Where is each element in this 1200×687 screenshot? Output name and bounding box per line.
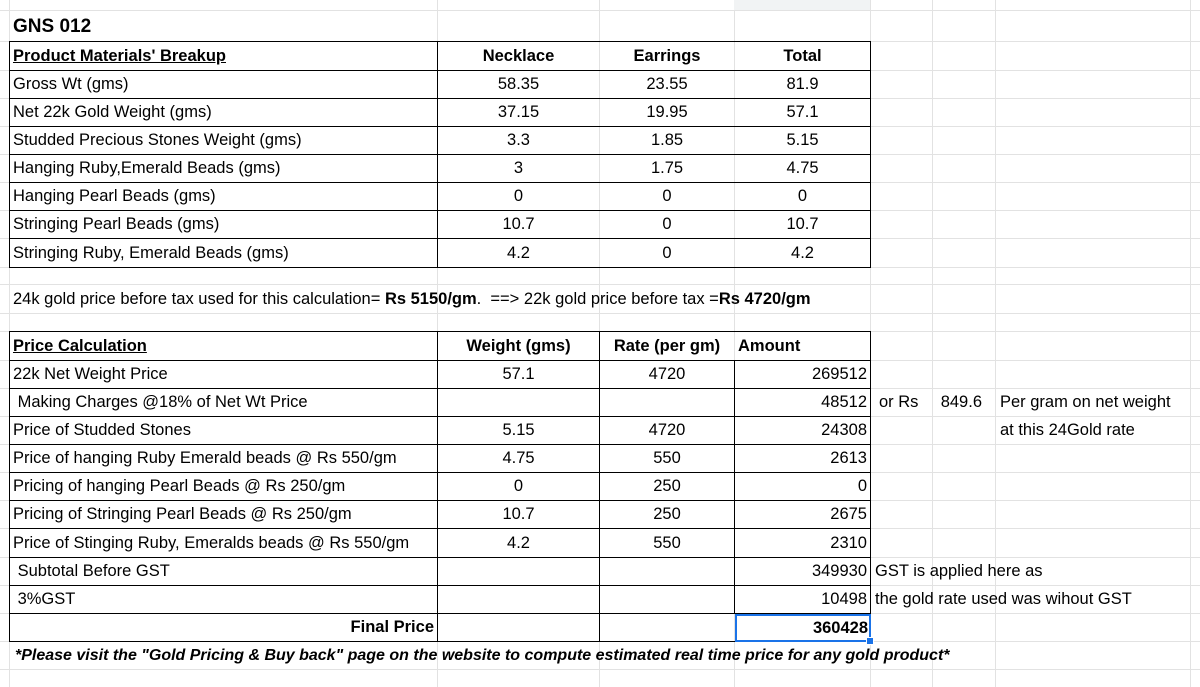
making-or-label[interactable]: or Rs <box>879 393 919 412</box>
breakup-row-necklace[interactable]: 37.15 <box>497 103 540 122</box>
gold-price-note[interactable] <box>10 285 1010 313</box>
price-row-rate[interactable]: 550 <box>653 449 681 468</box>
breakup-row-label[interactable]: Hanging Pearl Beads (gms) <box>13 187 216 206</box>
price-row-weight[interactable]: 10.7 <box>502 505 535 524</box>
price-row-label[interactable]: Price of Studded Stones <box>13 421 191 440</box>
price-row-label[interactable]: Making Charges @18% of Net Wt Price <box>13 393 308 412</box>
price-row-label[interactable]: Pricing of Stringing Pearl Beads @ Rs 250/gm <box>13 505 352 524</box>
price-row-label[interactable]: Price of Stinging Ruby, Emeralds beads @ Rs 550/gm <box>13 533 410 552</box>
price-header-rate[interactable]: Rate (per gm) <box>613 336 721 355</box>
price-row-weight[interactable] <box>438 389 599 416</box>
breakup-row-earrings[interactable]: 19.95 <box>646 103 688 122</box>
breakup-row-necklace[interactable]: 58.35 <box>497 75 540 94</box>
price-row-amount[interactable]: 2613 <box>830 449 867 468</box>
making-note-line1[interactable]: Per gram on net weight <box>1000 393 1171 412</box>
breakup-row-total[interactable]: 4.2 <box>791 243 814 262</box>
price-row-weight[interactable] <box>438 586 599 613</box>
breakup-row-label[interactable]: Net 22k Gold Weight (gms) <box>13 103 212 122</box>
gold-price-note-text2: . ==> 22k gold price before tax = <box>476 289 719 308</box>
price-row-rate[interactable]: 4720 <box>648 365 686 384</box>
price-row-weight[interactable]: 0 <box>513 477 524 496</box>
price-row-weight[interactable]: 4.75 <box>502 449 535 468</box>
gst-note-line1[interactable]: GST is applied here as <box>875 562 1043 581</box>
price-row-amount[interactable]: 0 <box>857 477 867 496</box>
price-row-amount[interactable]: 24308 <box>821 421 867 440</box>
breakup-row-necklace[interactable]: 0 <box>513 187 524 206</box>
price-header-weight[interactable]: Weight (gms) <box>466 336 571 355</box>
breakup-row-necklace[interactable]: 4.2 <box>507 243 530 262</box>
price-header-amount[interactable]: Amount <box>738 336 801 355</box>
breakup-row-earrings[interactable]: 1.75 <box>650 159 684 178</box>
price-row-rate[interactable]: 250 <box>653 477 681 496</box>
gst-note-line2[interactable]: the gold rate used was wihout GST <box>875 590 1132 609</box>
breakup-row-necklace[interactable]: 3.3 <box>507 131 530 150</box>
breakup-row-total[interactable]: 81.9 <box>786 75 819 94</box>
breakup-row-necklace[interactable]: 3 <box>513 159 524 178</box>
making-per-gram-value[interactable]: 849.6 <box>940 393 982 412</box>
price-row-amount[interactable]: 349930 <box>811 562 867 581</box>
breakup-row-earrings[interactable]: 23.55 <box>646 75 688 94</box>
breakup-header-total[interactable]: Total <box>783 46 822 65</box>
breakup-header-label[interactable]: Product Materials' Breakup <box>13 46 226 65</box>
breakup-row-label[interactable]: Hanging Ruby,Emerald Beads (gms) <box>13 159 281 178</box>
price-row-label[interactable]: 22k Net Weight Price <box>13 365 168 384</box>
breakup-row-total[interactable]: 10.7 <box>786 215 819 234</box>
breakup-header-necklace[interactable]: Necklace <box>482 46 555 65</box>
making-note-line2[interactable]: at this 24Gold rate <box>1000 421 1135 440</box>
final-price-value[interactable]: 360428 <box>735 614 871 642</box>
breakup-row-earrings[interactable]: 0 <box>662 187 672 206</box>
breakup-row-earrings[interactable]: 0 <box>662 215 672 234</box>
breakup-row-earrings[interactable]: 0 <box>662 243 672 262</box>
gold-price-22k: Rs 4720/gm <box>718 289 811 308</box>
price-row-label[interactable]: Pricing of hanging Pearl Beads @ Rs 250/gm <box>13 477 346 496</box>
price-row-weight[interactable]: 5.15 <box>502 421 535 440</box>
price-row-rate[interactable]: 250 <box>653 505 681 524</box>
price-row-amount[interactable]: 48512 <box>821 393 867 412</box>
breakup-row-label[interactable]: Studded Precious Stones Weight (gms) <box>13 131 302 150</box>
price-row-rate[interactable]: 550 <box>653 533 681 552</box>
price-row-amount[interactable]: 2310 <box>830 533 867 552</box>
price-row-rate[interactable]: 4720 <box>648 421 686 440</box>
price-row-weight[interactable]: 57.1 <box>502 365 535 384</box>
breakup-row-necklace[interactable]: 10.7 <box>502 215 535 234</box>
breakup-row-earrings[interactable]: 1.85 <box>650 131 684 150</box>
footer-note[interactable]: *Please visit the "Gold Pricing & Buy back" page on the website to compute estimated real time price for any gold product* <box>15 647 950 664</box>
breakup-header-earrings[interactable]: Earrings <box>633 46 701 65</box>
price-row-rate[interactable] <box>600 389 734 416</box>
gold-price-24k: Rs 5150/gm <box>384 289 477 308</box>
price-row-rate[interactable] <box>600 558 734 585</box>
price-row-amount[interactable]: 10498 <box>821 590 867 609</box>
breakup-row-label[interactable]: Stringing Ruby, Emerald Beads (gms) <box>13 243 289 262</box>
breakup-row-total[interactable]: 57.1 <box>786 103 819 122</box>
price-row-label[interactable]: Price of hanging Ruby Emerald beads @ Rs 550/gm <box>13 449 397 468</box>
price-header-label[interactable]: Price Calculation <box>13 336 147 355</box>
price-row-label[interactable]: Subtotal Before GST <box>13 562 170 581</box>
price-row-rate[interactable] <box>600 586 734 613</box>
price-row-weight[interactable]: 4.2 <box>507 533 530 552</box>
price-row-label[interactable]: 3%GST <box>13 590 76 609</box>
breakup-row-label[interactable]: Gross Wt (gms) <box>13 75 129 94</box>
breakup-row-total[interactable]: 4.75 <box>786 159 819 178</box>
breakup-row-total[interactable]: 5.15 <box>786 131 819 150</box>
final-price-label[interactable]: Final Price <box>350 618 434 637</box>
price-row-amount[interactable]: 2675 <box>830 505 867 524</box>
price-row-amount[interactable]: 269512 <box>811 365 867 384</box>
gold-price-note-text1: 24k gold price before tax used for this calculation= <box>13 289 385 308</box>
breakup-row-label[interactable]: Stringing Pearl Beads (gms) <box>13 215 220 234</box>
breakup-row-total[interactable]: 0 <box>797 187 808 206</box>
price-row-weight[interactable] <box>438 558 599 585</box>
sheet-title[interactable]: GNS 012 <box>13 15 92 37</box>
